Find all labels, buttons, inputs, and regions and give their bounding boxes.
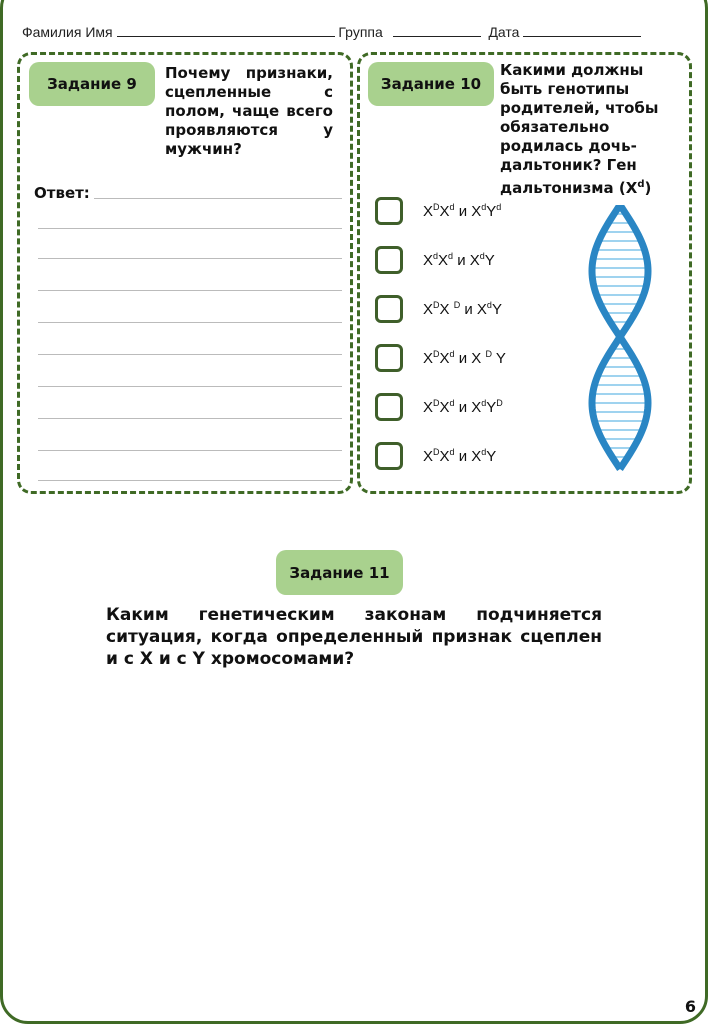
- option-text: d: [481, 202, 487, 212]
- option-text: d: [449, 447, 455, 457]
- option-text: Y: [491, 301, 502, 318]
- task11-question: Каким генетическим законам подчиняется ситуация, когда определенный признак сцеплен и с X и с Y хромосомами?: [106, 605, 602, 669]
- question-sup: d: [637, 179, 645, 190]
- option-text: X: [439, 301, 454, 318]
- option-text: X: [439, 399, 450, 416]
- option-checkbox[interactable]: [375, 344, 403, 372]
- option-checkbox[interactable]: [375, 393, 403, 421]
- task10-question: [500, 61, 685, 198]
- name-field[interactable]: [117, 24, 335, 37]
- option-checkbox[interactable]: [375, 442, 403, 470]
- answer-line[interactable]: [94, 198, 342, 199]
- task9-badge: Задание 9: [29, 62, 155, 106]
- option-checkbox[interactable]: [375, 246, 403, 274]
- answer-option[interactable]: [375, 442, 496, 470]
- option-text: Y: [486, 448, 497, 465]
- option-text: Y: [486, 203, 497, 220]
- option-text: X: [423, 350, 434, 367]
- option-label: [423, 300, 502, 318]
- option-text: X: [423, 301, 434, 318]
- option-text: D: [485, 349, 492, 359]
- answer-option[interactable]: [375, 344, 506, 372]
- option-text: D: [433, 300, 440, 310]
- task9-question: Почему признаки, сцепленные с полом, чаще всего проявляются у мужчин?: [165, 64, 333, 158]
- option-text: D: [433, 349, 440, 359]
- answer-option[interactable]: [375, 295, 502, 323]
- answer-line[interactable]: [38, 322, 342, 323]
- option-text: D: [433, 447, 440, 457]
- option-text: d: [449, 202, 455, 212]
- answer-line[interactable]: [38, 386, 342, 387]
- option-text: D: [496, 398, 503, 408]
- option-text: и X: [460, 301, 487, 318]
- option-text: d: [433, 251, 439, 261]
- option-text: d: [448, 251, 454, 261]
- option-text: X: [438, 252, 449, 269]
- option-text: и X: [453, 252, 480, 269]
- answer-line[interactable]: [38, 258, 342, 259]
- option-label: [423, 447, 496, 465]
- option-text: d: [481, 398, 487, 408]
- option-text: X: [439, 448, 450, 465]
- option-text: Y: [484, 252, 495, 269]
- option-text: X: [423, 252, 434, 269]
- option-text: X: [423, 448, 434, 465]
- option-label: [423, 398, 503, 416]
- dna-helix-image: [570, 205, 670, 475]
- header: [22, 24, 641, 40]
- date-label: Дата: [488, 24, 520, 40]
- name-label: Фамилия Имя: [22, 24, 113, 40]
- answer-option[interactable]: [375, 246, 495, 274]
- option-text: X: [439, 350, 450, 367]
- answer-option[interactable]: [375, 197, 501, 225]
- option-label: [423, 202, 501, 220]
- task10-question-text: Какими должны быть генотипы родителей, чтобы обязательно родилась дочь-дальтоник? Ген дальтонизма (X: [500, 61, 659, 197]
- option-text: и X: [454, 350, 486, 367]
- date-field[interactable]: [523, 24, 641, 37]
- option-text: d: [481, 447, 487, 457]
- answer-line[interactable]: [38, 354, 342, 355]
- option-text: d: [496, 202, 502, 212]
- answer-line[interactable]: [38, 450, 342, 451]
- option-text: Y: [486, 399, 497, 416]
- option-text: Y: [491, 350, 506, 367]
- option-text: D: [453, 300, 461, 310]
- option-text: и X: [454, 399, 482, 416]
- option-label: [423, 349, 506, 367]
- option-text: D: [433, 202, 440, 212]
- option-label: [423, 251, 495, 269]
- answer-line[interactable]: [38, 480, 342, 481]
- option-text: X: [423, 203, 434, 220]
- option-checkbox[interactable]: [375, 197, 403, 225]
- option-text: D: [433, 398, 440, 408]
- group-label: Группа: [338, 24, 383, 40]
- option-text: d: [486, 300, 492, 310]
- answer-option[interactable]: [375, 393, 503, 421]
- answer-line[interactable]: [38, 290, 342, 291]
- option-text: и X: [454, 448, 482, 465]
- task10-badge: Задание 10: [368, 62, 494, 106]
- option-text: X: [423, 399, 434, 416]
- answer-label: Ответ:: [34, 184, 90, 202]
- question-end: ): [644, 179, 652, 197]
- option-text: d: [479, 251, 485, 261]
- answer-line[interactable]: [38, 228, 342, 229]
- group-field[interactable]: [393, 24, 481, 37]
- task11-badge: Задание 11: [276, 550, 403, 595]
- option-text: d: [449, 349, 455, 359]
- page-number: 6: [684, 997, 696, 1016]
- option-text: d: [449, 398, 455, 408]
- option-text: и X: [454, 203, 482, 220]
- option-checkbox[interactable]: [375, 295, 403, 323]
- answer-line[interactable]: [38, 418, 342, 419]
- option-text: X: [439, 203, 450, 220]
